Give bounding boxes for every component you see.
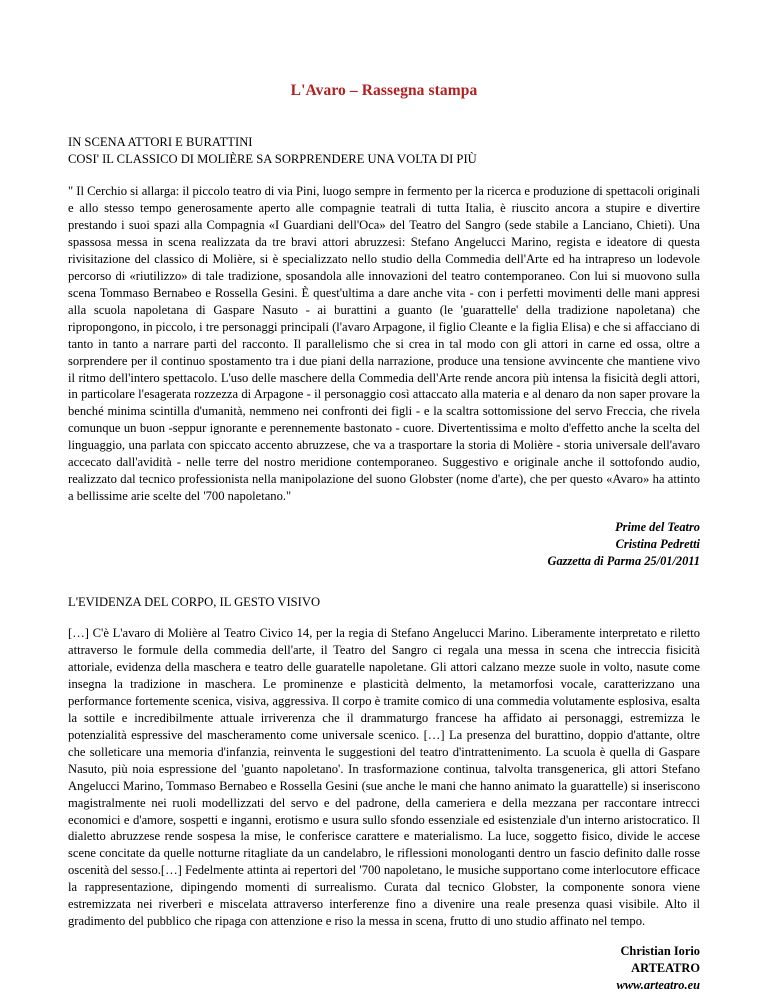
section-1-signature-line-2: Cristina Pedretti xyxy=(615,536,700,551)
section-2-signature xyxy=(68,943,700,994)
section-1-heading xyxy=(68,134,700,167)
section-1-signature-line-1: Prime del Teatro xyxy=(615,520,700,535)
section-1-signature xyxy=(68,519,700,569)
section-2-signature-line-2: ARTEATRO xyxy=(631,960,700,975)
section-divider-space xyxy=(68,569,700,595)
section-1-signature-line-3: Gazzetta di Parma 25/01/2011 xyxy=(547,553,700,568)
section-2-signature-line-1: Christian Iorio xyxy=(620,944,700,959)
page-title: L'Avaro – Rassegna stampa xyxy=(290,82,478,99)
section-1-body: " Il Cerchio si allarga: il piccolo teatro di via Pini, luogo sempre in fermento per la ricerca e produzione di spettacoli originali e allo stesso tempo generosamente aperto alle compagnie teatrali di tutta Italia, è riuscito ancora a stupire e divertire prestando i suoi spazi alla Compagnia «I Guardiani dell'Oca» del Teatro del Sangro (sede stabile a Lanciano, Chieti). Una spassosa messa in scena realizzata da tre bravi attori abruzzesi: Stefano Angelucci Marino, regista e ideatore di questa rivisitazione del classico di Molière, si è specializzato nello studio della Commedia dell'Arte ed ha intrapreso un lodevole percorso di «riutilizzo» di tale tradizione, sposandola alle innovazioni del teatro contemporaneo. Con lui si muovono sulla scena Tommaso Bernabeo e Rossella Gesini. È quest'ultima a dare anche vita - con i perfetti movimenti delle mani appresi alla scuola napoletana di Gaspare Nasuto - ai burattini a guanto (le 'guarattelle' della tradizione napoletana) che ripropongono, in piccolo, i tre personaggi principali (l'avaro Arpagone, il figlio Cleante e la figlia Elisa) e che si affacciano di tanto in tanto a narrare parti del racconto. Il parallelismo che si crea in tal modo con gli attori in carne ed ossa, oltre a sorprendere per il continuo spostamento tra i due piani della narrazione, produce una tensione avvincente che mantiene vivo il ritmo dell'intero spettacolo. L'uso delle maschere della Commedia dell'Arte rende ancora più intensa la fisicità degli attori, in particolare l'esagerata rozzezza di Arpagone - il personaggio così attaccato alla materia e al denaro da non saper provare la benché minima scintilla d'umanità, nemmeno nei confronti dei figli - e la scaltra sottomissione del servo Freccia, che rivela comunque un buon -seppur ignorante e perennemente bastonato - cuore. Divertentissima e molto d'effetto anche la scelta del linguaggio, una parlata con spiccato accento abruzzese, che va a trasportare la storia di Molière - storia universale dell'avaro accecato dall'avidità - nelle terre del nostro meridione contemporaneo. Suggestivo e originale anche il sottofondo audio, realizzato dal tecnico professionista nella manipolazione del suono Globster (nome d'arte), che per questo «Avaro» ha attinto a bellissime arie scelte del '700 napoletano." xyxy=(68,184,700,504)
section-1-heading-line-2: COSI' IL CLASSICO DI MOLIÈRE SA SORPRENDERE UNA VOLTA DI PIÙ xyxy=(68,151,477,166)
section-2-heading: L'EVIDENZA DEL CORPO, IL GESTO VISIVO xyxy=(68,595,321,610)
section-2-body: […] C'è L'avaro di Molière al Teatro Civico 14, per la regia di Stefano Angelucci Marino. Liberamente interpretato e riletto attraverso le formule della commedia dell'arte, il Teatro del Sangro ci regala una messa in scena che intreccia fisicità attoriale, evidenza della maschera e teatro delle guaratelle napoletane. Gli attori calzano mezze suole in volto, nasute come insegna la tradizione in maschera. Le prominenze e plasticità delmento, la metamorfosi vocale, caratterizzano una performance fortemente scenica, visiva, aggressiva. Il corpo è tramite comico di una commedia volutamente esplosiva, esalta la sottile e incredibilmente attuale irriverenza che il drammaturgo francese ha affidato ai personaggi, estremizza le potenzialità espressive del mascheramento come universale scenico. […] La presenza del burattino, doppio d'attante, oltre che solleticare una memoria d'infanzia, reinventa le suggestioni del teatro d'intrattenimento. La scuola è quella di Gaspare Nasuto, più noia espressione del 'guanto napoletano'. In trasformazione continua, talvolta transgenerica, gli attori Stefano Angelucci Marino, Tommaso Bernabeo e Rossella Gesini (sue anche le mani che hanno animato la guarattelle) si inseriscono magistralmente nei ruoli modellizzati del servo e del padrone, della cameriera e della mezzana per raccontare intrecci economici e d'amore, sospetti e inganni, erotismo e usura sullo sfondo essenziale ed esistenziale d'un interno aristocratico. Il dialetto abruzzese rende sospesa la mise, le conferisce carattere e materialismo. La luce, soggetto fisico, divide le accese scene concitate da quelle notturne ritagliate da un candelabro, le riflessioni monologanti dentro un fascio definito dalle rosse oscenità del sesso.[…] Fedelmente attinta ai repertori del '700 napoletano, le musiche supportano come interlocutore efficace la rappresentazione, dipingendo momenti di surrealismo. Curata dal tecnico Globster, la componente sonora viene estremizzata nei riverberi e miscelata attraverso interferenze fino a divenire una reale presenza quasi visibile. Alto il gradimento del pubblico che ripaga con attenzione e riso la messa in scena, frutto di uno studio affinato nel tempo. xyxy=(68,626,700,929)
section-2-signature-line-3: www.arteatro.eu xyxy=(616,977,700,992)
section-1-heading-line-1: IN SCENA ATTORI E BURATTINI xyxy=(68,135,253,149)
